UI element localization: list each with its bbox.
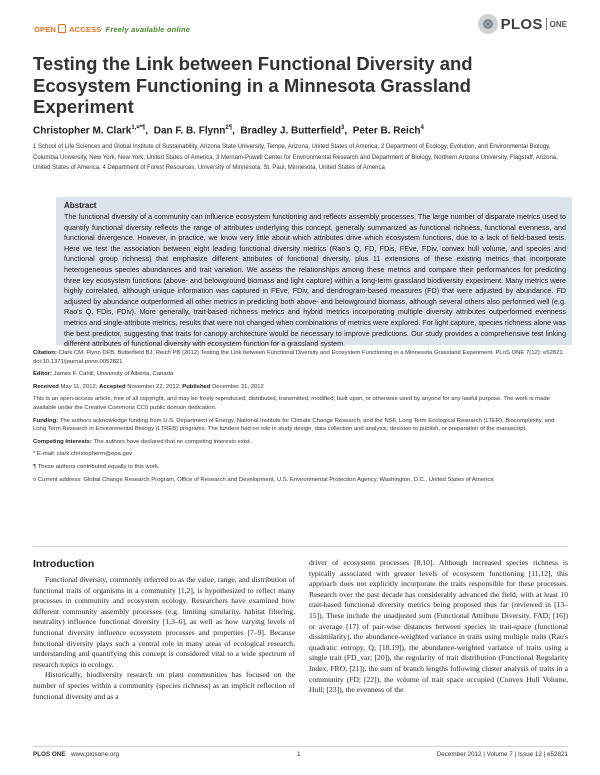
author-name: Dan F. B. Flynn [153, 125, 226, 137]
citation-label: Citation: [33, 350, 57, 356]
competing-line [33, 438, 568, 447]
affiliations: 1 School of Life Sciences and Global Institute of Sustainability, Arizona State University, Tempe, Arizona, United States of America, 2 Department of Ecology, Evolution, and Environmental Biology, Columbia University, New York, New York, United States of America, 3 Merriam-Powell Center for Environmental Research and Department of Biology, Northern Arizona University, Flagstaff, Arizona, United States of America, 4 Department of Forest Resources, University of Minnesota, St. Paul, Minnesota, United States of America [33, 144, 558, 171]
received-date: May 11, 2012; [60, 383, 98, 390]
author-affiliation-mark: 2¶ [225, 125, 233, 131]
plos-one-logo [478, 14, 567, 34]
funding-text: The authors acknowledge funding from U.S. Department of Energy, National Institute for Climate Change Research, and the NSF, Long Term Ecological Research (LTER), Biocomplexity, and Long Term Research in Environmental Biology (LTREB) programs. The funders had no role in study design, data collection and analysis, decision to publish, or preparation of the manuscript. [33, 417, 555, 433]
email-line: * E-mail: clark.christopherm@epa.gov [33, 451, 132, 458]
abstract-text: The functional diversity of a community can influence ecosystem functioning and reflects assembly processes. The large number of disparate metrics used to quantify functional diversity reflects the range of attributes underlying this concept, generally summarized as functional richness, functional evenness, and functional divergence. However, in practice, we know very little about which attributes drive which ecosystem functions, due to a lack of field-based tests. Here we test the association between eight leading functional diversity metrics (Rao's Q, FD, FDis, FEve, FDiv, convex hull volume, and species and functional group richness) that emphasize different attributes of functional diversity, plus 11 extensions of these existing metrics that incorporate heterogeneous species abundances and trait variation. We assess the relationships among these metrics and compare their performances for predicting three key ecosystem functions (above- and belowground biomass and light capture) within a long-term grassland biodiversity experiment. Many metrics were highly correlated, although unique information was captured in FEve, FDiv, and dendrogram-based measures (FD) that were adjusted by abundance. FD adjusted by abundance outperformed all other metrics in predicting both above- and belowground biomass, although several others also performed well (e.g. Rao's Q, FDis, FDiv). More generally, trait-based richness metrics and hybrid metrics incorporating multiple diversity attributes outperformed evenness metrics and single-attribute metrics, results that were not changed when combinations of metrics were explored. For light capture, species richness alone was the best predictor, suggesting that traits for canopy architecture would be necessary to improve predictions. Our study provides a comprehensive test linking different attributes of functional diversity with ecosystem function for a grassland system. [64, 212, 566, 349]
equal-contribution-line: ¶ These authors contributed equally to this work. [33, 463, 160, 470]
body-paragraph: Historically, biodiversity research on plant communities has focused on the number of species within a community (species richness) as an implicit reflection of functional diversity and as a [33, 670, 295, 701]
access-label: ACCESS [69, 25, 102, 34]
author-affiliation-mark: 4 [420, 125, 424, 131]
license-text: This is an open-access article, free of all copyright, and may be freely reproduced, distributed, transmitted, modified, built upon, or otherwise used by anyone for any lawful purpose. The work is made available under the Creative Commons CC0 public domain dedication. [33, 396, 550, 411]
body-paragraph: Functional diversity, commonly referred to as the value, range, and distribution of functional traits of organisms in a community [1,2], is hypothesized to reflect many processes in community and ecosystem ecology. Researchers have examined how different community assembly processes (e.g. limiting similarity, habitat filtering, neutrality) influence functional diversity [1,3–6], as well as how varying levels of functional diversity influence ecosystem processes and properties [7–9]. Because functional diversity plays such a central role in many areas of ecological research, understanding and quantifying this concept is considered vital to a wide spectrum of research topics in ecology. [33, 575, 295, 669]
funding-line [33, 417, 568, 434]
freely-available-label: Freely available online [105, 25, 191, 34]
published-date: December 31, 2012 [212, 383, 264, 390]
body-column-right [309, 558, 568, 696]
author-list: Christopher M. Clark$^{1,¤*\P}$, Dan F. B. Flynn$^{2\P}$, Bradley J. Butterfield$^3$, Peter B. Reich$^4$ [33, 125, 424, 137]
introduction-heading: Introduction [33, 558, 95, 570]
accepted-label: Accepted [99, 383, 126, 390]
open-lock-icon [58, 24, 66, 33]
body-paragraph: driver of ecosystem processes [8,10]. Although increased species richness is typically associated with greater levels of ecosystem functioning [11,12], this approach does not explicitly incorporate the traits responsible for these processes. Research over the past decade has considerably advanced the field, with at least 10 trait-based functional diversity metrics being proposed thus far (reviewed in [13–15]). These include the unadjusted sum (Functional Attribute Diversity, FAD; [16]) or average [17] of pair-wise distances between species in trait-space (functional dissimilarity), the abundance-weighted variance in traits using multiple traits (Rao's quadratic entropy, Q; [18,19]), the abundance-weighted variance of traits using a single trait (FD_var; [20]), the regularity of trait distribution (Functional Regularity Index, FRO; [21]), the sum of branch lengths following cluster analysis of traits in a community (FD; [22]), the volume of trait space occupied (Convex Hull Volume, Hull; [23]), the evenness of the [309, 558, 568, 695]
author-affiliation-mark: 3 [341, 125, 345, 131]
section-divider [33, 546, 568, 547]
open-label: OPEN [34, 25, 57, 34]
competing-label: Competing Interests: [33, 438, 92, 445]
author-name: Peter B. Reich [352, 125, 421, 137]
page-number: 1 [297, 751, 301, 758]
editor-line [33, 370, 568, 379]
accepted-date: November 22, 2012; [127, 383, 181, 390]
article-title: Testing the Link between Functional Diversity and Ecosystem Functioning in a Minnesota Grassland Experiment [33, 53, 473, 117]
author-name: Christopher M. Clark [33, 125, 132, 137]
footer-divider [33, 746, 568, 747]
logo-one-text: ONE [549, 19, 567, 29]
author-affiliation-mark: 1,¤*¶ [131, 125, 146, 131]
plos-logo-icon [478, 14, 498, 34]
published-label: Published [182, 383, 211, 390]
dates-line [33, 383, 568, 392]
author-name: Bradley J. Butterfield [240, 125, 342, 137]
received-label: Received [33, 383, 59, 390]
footer-issue: December 2012 | Volume 7 | Issue 12 | e52821 [436, 751, 568, 758]
open-access-banner [34, 24, 190, 34]
footer-journal: PLOS ONE [33, 751, 66, 758]
current-address-line: ¤ Current address: Global Change Research Program, Office of Research and Development, U.S. Environmental Protection Agency, Washington, D.C., United States of America [33, 476, 494, 483]
footer-url[interactable]: www.plosone.org [71, 751, 119, 758]
logo-plos-text: PLOS [500, 15, 543, 33]
citation-text: Clark CM, Flynn DFB, Butterfield BJ, Reich PB (2012) Testing the Link between Functional Diversity and Ecosystem Functioning in a Minnesota Grassland Experiment. PLoS ONE 7(12): e52821. doi:10.1371/journal.pone.0052821 [33, 350, 565, 365]
citation-line [33, 349, 568, 366]
funding-label: Funding: [33, 417, 59, 424]
body-column-left [33, 575, 295, 702]
logo-divider [546, 18, 547, 30]
competing-text: The authors have declared that no competing interests exist. [93, 438, 252, 445]
article-metadata [33, 349, 568, 488]
editor-label: Editor: [33, 371, 52, 378]
editor-text: James F. Cahill, University of Alberta, Canada [53, 371, 174, 378]
abstract-heading: Abstract [64, 201, 97, 210]
